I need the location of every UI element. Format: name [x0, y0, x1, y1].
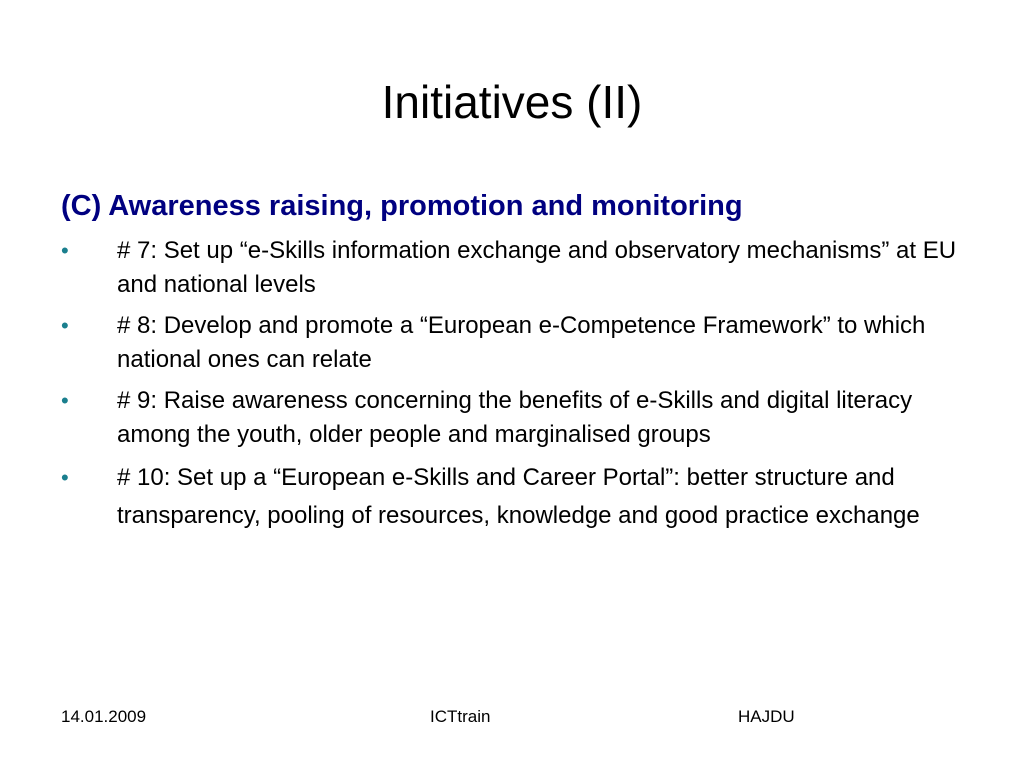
bullet-text: # 9: Raise awareness concerning the benefits of e-Skills and digital literacy among the youth, older people and marginalised groups: [117, 387, 913, 448]
bullet-item: [61, 459, 981, 535]
bullet-item: [61, 234, 981, 302]
bullet-icon: •: [61, 238, 69, 263]
section-heading: (C) Awareness raising, promotion and monitoring: [61, 190, 743, 222]
footer-center-text: ICTtrain: [430, 707, 491, 726]
bullet-item: [61, 384, 981, 452]
bullet-icon: •: [61, 465, 69, 490]
bullet-icon: •: [61, 388, 69, 413]
slide-title: Initiatives (II): [381, 76, 643, 128]
bullet-text: # 10: Set up a “European e-Skills and Career Portal”: better structure and transparency, pooling of resources, knowledge and good practice exchange: [117, 464, 920, 529]
bullet-text: # 8: Develop and promote a “European e-Competence Framework” to which national ones can relate: [117, 312, 926, 373]
bullet-icon: •: [61, 313, 69, 338]
footer-date: 14.01.2009: [61, 707, 147, 726]
footer-author: HAJDU: [738, 707, 795, 726]
bullet-item: [61, 309, 981, 377]
bullet-text: # 7: Set up “e-Skills information exchange and observatory mechanisms” at EU and national levels: [117, 237, 957, 298]
bullet-list: [61, 234, 981, 542]
